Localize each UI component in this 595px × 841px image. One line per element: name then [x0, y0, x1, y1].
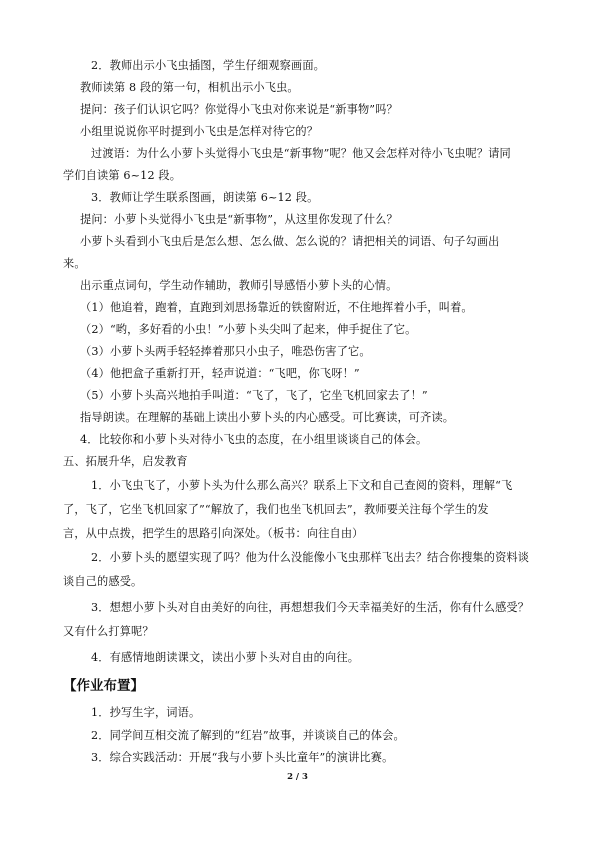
text-line: 3．教师让学生联系图画，朗读第 6~12 段。 [91, 191, 319, 204]
text-line: 提问：小萝卜头觉得小飞虫是“新事物”，从这里你发现了什么？ [80, 213, 398, 226]
text-line: 1．小飞虫飞了，小萝卜头为什么那么高兴？联系上下文和自己查阅的资料，理解“飞 [91, 479, 513, 492]
text-line: 提问：孩子们认识它吗？你觉得小飞虫对你来说是“新事物”吗？ [80, 103, 398, 116]
text-line: 2．教师出示小飞虫插图，学生仔细观察画面。 [91, 59, 326, 72]
homework-heading: 【作业布置】 [63, 678, 144, 694]
text-line: 3．想想小萝卜头对自由美好的向往，再想想我们今天幸福美好的生活，你有什么感受？ [91, 601, 530, 614]
text-line: 来。 [63, 257, 86, 270]
text-line: 小萝卜头看到小飞虫后是怎么想、怎么做、怎么说的？请把相关的词语、句子勾画出 [80, 235, 500, 248]
text-line: 又有什么打算呢？ [63, 625, 154, 638]
homework-item: 1．抄写生字，词语。 [91, 706, 201, 719]
text-line: 言，从中点拨，把学生的思路引向深处。（板书：向往自由） [63, 527, 364, 540]
text-line: 小组里说说你平时提到小飞虫是怎样对待它的？ [80, 125, 319, 138]
text-line: 出示重点词句，学生动作辅助，教师引导感悟小萝卜头的心情。 [80, 279, 398, 292]
homework-item: 3．综合实践活动：开展“我与小萝卜头比童年”的演讲比赛。 [91, 751, 394, 764]
text-line: 了，飞了，它坐飞机回家了”“解放了，我们也坐飞机回去”，教师要关注每个学生的发 [63, 503, 489, 516]
text-line: （2）“哟，多好看的小虫！”小萝卜头尖叫了起来，伸手捉住了它。 [80, 323, 417, 336]
homework-item: 2．同学间互相交流了解到的“红岩”故事，并谈谈自己的体会。 [91, 729, 405, 742]
text-line: （5）小萝卜头高兴地拍手叫道：“飞了，飞了，它坐飞机回家去了！” [80, 389, 428, 402]
text-line: （1）他追着，跑着，直跑到刘思扬靠近的铁窗附近，不住地挥着小手，叫着。 [80, 301, 473, 314]
page-number: 2 / 3 [287, 772, 308, 782]
text-line: （4）他把盒子重新打开，轻声说道：“飞吧，你飞呀！” [80, 367, 360, 380]
text-line: 4．有感情地朗读课文，读出小萝卜头对自由的向往。 [91, 651, 360, 664]
text-line: 指导朗读。在理解的基础上读出小萝卜头的内心感受。可比赛读，可齐读。 [80, 411, 455, 424]
text-line: 教师读第 8 段的第一句，相机出示小飞虫。 [80, 81, 299, 94]
text-line: 4．比较你和小萝卜头对待小飞虫的态度，在小组里谈谈自己的体会。 [80, 433, 428, 446]
text-line: 2．小萝卜头的愿望实现了吗？他为什么没能像小飞虫那样飞出去？结合你搜集的资料谈 [91, 551, 530, 564]
text-line: 学们自读第 6~12 段。 [63, 169, 182, 182]
text-line: 过渡语：为什么小萝卜头觉得小飞虫是“新事物”呢？他又会怎样对待小飞虫呢？请同 [91, 147, 511, 160]
text-line: 谈自己的感受。 [63, 575, 143, 588]
text-line: 五、拓展升华，启发教育 [63, 455, 188, 468]
text-line: （3）小萝卜头两手轻轻捧着那只小虫子，唯恐伤害了它。 [80, 345, 371, 358]
